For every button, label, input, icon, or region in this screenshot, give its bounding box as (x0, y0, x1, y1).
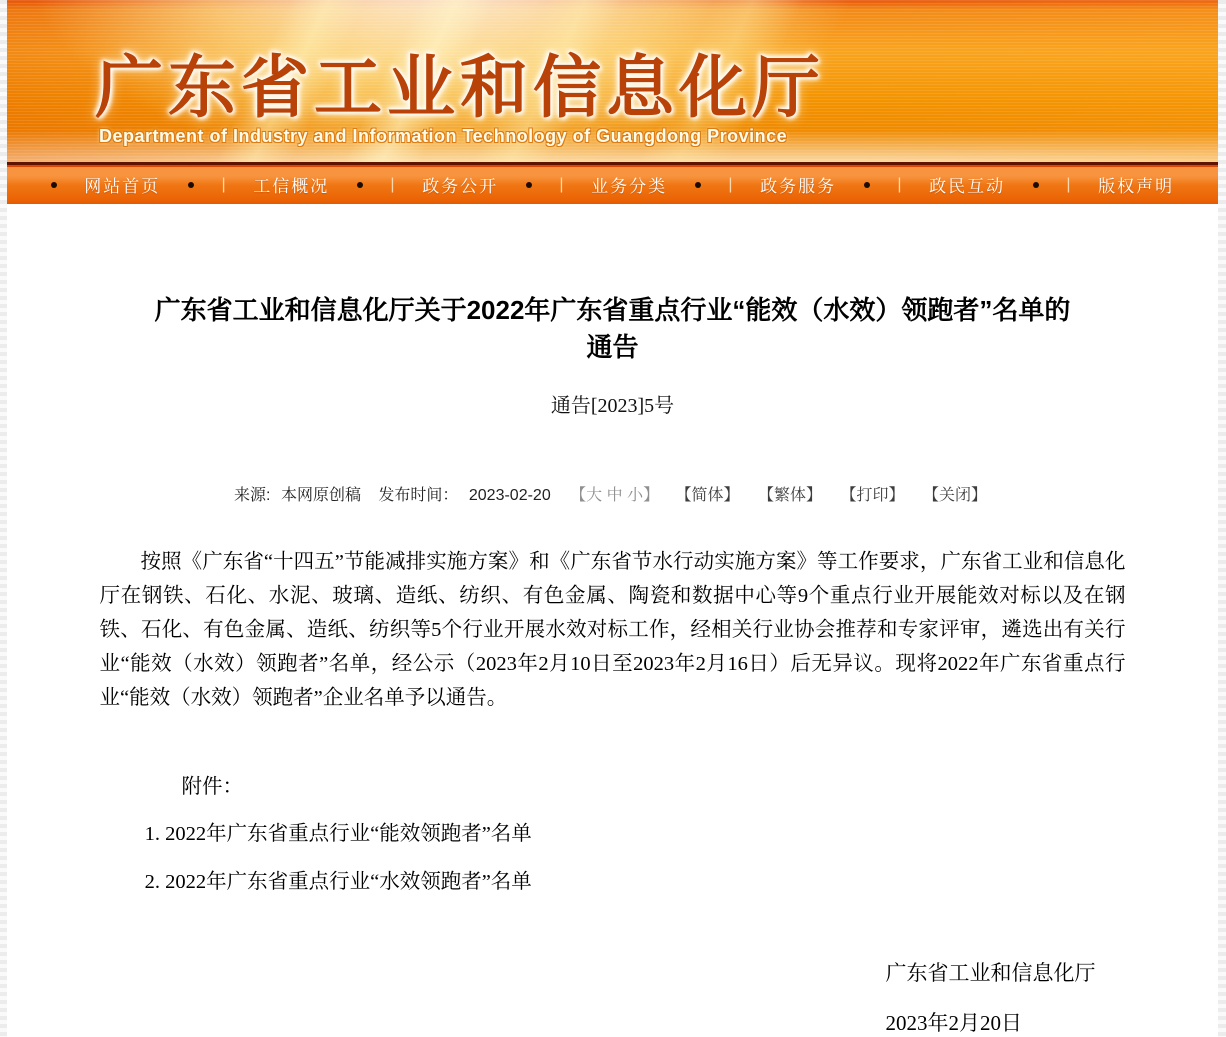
article-title-line1: 广东省工业和信息化厅关于2022年广东省重点行业“能效（水效）领跑者”名单的 (154, 295, 1071, 325)
site-title-cn: 广东省工业和信息化厅 (95, 50, 826, 126)
nav-separator: | (897, 175, 902, 193)
source-label: 来源: (234, 487, 271, 504)
nav-bullet-icon (526, 182, 532, 188)
attachments-section (100, 769, 1126, 895)
page-frame (7, 0, 1218, 1037)
close-button[interactable]: 【关闭】 (922, 487, 987, 504)
nav-item-business[interactable]: 业务分类 (591, 177, 668, 196)
nav-separator: | (559, 175, 564, 193)
nav-bullet-icon (695, 182, 701, 188)
page-edge-left (0, 0, 7, 1037)
print-button[interactable]: 【打印】 (840, 487, 905, 504)
header-banner (7, 0, 1218, 162)
site-title-en: Department of Industry and Information Technology of Guangdong Province (99, 126, 788, 146)
article (100, 204, 1126, 1037)
attachment-link-water-efficiency[interactable]: 2. 2022年广东省重点行业“水效领跑者”名单 (144, 871, 532, 893)
article-meta (100, 482, 1126, 505)
nav-item-services[interactable]: 政务服务 (760, 177, 837, 196)
nav-separator: | (221, 175, 226, 193)
doc-number: 通告[2023]5号 (550, 395, 675, 417)
publish-date: 2023-02-20 (468, 487, 551, 504)
nav-bullet-icon (864, 182, 870, 188)
signature-block (886, 957, 1126, 1037)
nav-separator: | (390, 175, 395, 193)
attachments-label: 附件： (181, 776, 243, 798)
nav-separator: | (728, 175, 733, 193)
source-value: 本网原创稿 (280, 487, 361, 504)
publish-time-label: 发布时间： (378, 487, 459, 504)
attachment-link-energy-efficiency[interactable]: 1. 2022年广东省重点行业“能效领跑者”名单 (144, 823, 532, 845)
nav-bullet-icon (51, 182, 57, 188)
nav-item-copyright[interactable]: 版权声明 (1098, 177, 1175, 196)
nav-bullet-icon (1033, 182, 1039, 188)
simplified-chinese-button[interactable]: 【简体】 (675, 487, 740, 504)
nav-item-interaction[interactable]: 政民互动 (929, 177, 1006, 196)
article-body-paragraph: 按照《广东省“十四五”节能减排实施方案》和《广东省节水行动实施方案》等工作要求，广东省工业和信息化厅在钢铁、石化、水泥、玻璃、造纸、纺织、有色金属、陶瓷和数据中心等9个重点行业开展能效对标以及在钢铁、石化、有色金属、造纸、纺织等5个行业开展水效对标工作，经相关行业协会推荐和专家评审，遴选出有关行业“能效（水效）领跑者”名单，经公示（2023年2月10日至2023年2月16日）后无异议。现将2022年广东省重点行业“能效（水效）领跑者”企业名单予以通告。 (99, 551, 1126, 709)
traditional-chinese-button[interactable]: 【繁体】 (758, 487, 823, 504)
main-nav (7, 162, 1218, 204)
nav-item-gov-affairs[interactable]: 政务公开 (422, 177, 499, 196)
signature-date: 2023年2月20日 (885, 1011, 1022, 1035)
font-size-switch[interactable]: 【大 中 小】 (570, 487, 660, 504)
nav-bullet-icon (357, 182, 363, 188)
signature-department: 广东省工业和信息化厅 (885, 961, 1096, 985)
article-title-line2: 通告 (586, 332, 639, 362)
nav-item-home[interactable]: 网站首页 (84, 177, 161, 196)
nav-bullet-icon (188, 182, 194, 188)
page-edge-right (1218, 0, 1226, 1037)
nav-separator: | (1066, 175, 1071, 193)
nav-item-overview[interactable]: 工信概况 (253, 177, 330, 196)
article-title (100, 292, 1126, 366)
